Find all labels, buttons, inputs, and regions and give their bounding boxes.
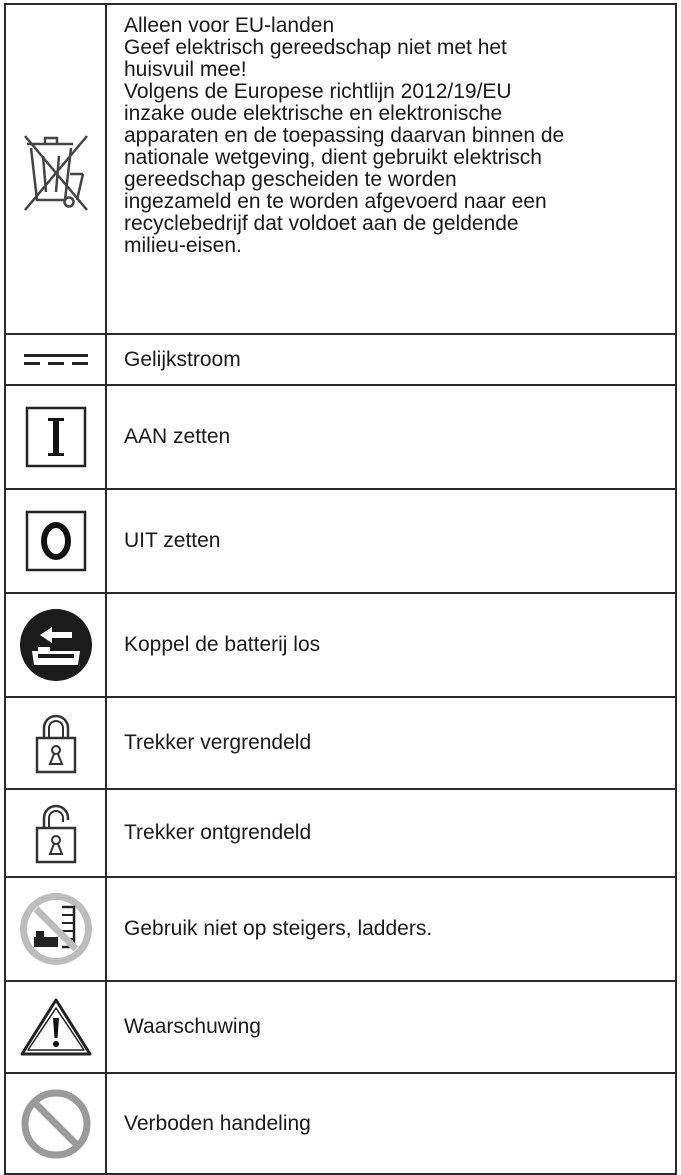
row-label: Gelijkstroom <box>106 334 676 385</box>
row-label: Trekker ontgrendeld <box>106 789 676 877</box>
weee-text <box>106 4 676 334</box>
table-row-lock-closed <box>5 697 676 789</box>
icon-cell <box>5 1073 106 1174</box>
prohibited-icon <box>18 1086 94 1162</box>
weee-line: inzake oude elektrische en elektronische <box>124 102 503 125</box>
weee-line: Volgens de Europese richtlijn 2012/19/EU <box>124 80 512 103</box>
icon-cell <box>5 4 106 334</box>
row-label: AAN zetten <box>106 385 676 489</box>
weee-line: huisvuil mee! <box>124 58 247 81</box>
icon-cell <box>5 385 106 489</box>
table-row-prohibited <box>5 1073 676 1174</box>
weee-line: milieu-eisen. <box>124 234 242 257</box>
symbols-table <box>4 3 677 1175</box>
row-label: Gebruik niet op steigers, ladders. <box>106 877 676 981</box>
icon-cell <box>5 334 106 385</box>
row-label: Verboden handeling <box>106 1073 676 1174</box>
icon-cell <box>5 489 106 593</box>
no-scaffold-ladder-icon <box>18 891 94 967</box>
row-label: Trekker vergrendeld <box>106 697 676 789</box>
weee-line: Geef elektrisch gereedschap niet met het <box>124 36 507 59</box>
table-row-dc <box>5 334 676 385</box>
table-row-weee <box>5 4 676 334</box>
warning-triangle-icon <box>18 996 94 1058</box>
icon-cell <box>5 877 106 981</box>
lock-closed-icon <box>33 710 79 776</box>
icon-cell <box>5 697 106 789</box>
table-row-battery <box>5 593 676 697</box>
weee-line: ingezameld en te worden afgevoerd naar een <box>124 190 547 213</box>
icon-cell <box>5 789 106 877</box>
power-off-icon <box>25 510 87 572</box>
weee-line: Alleen voor EU-landen <box>124 14 335 37</box>
table-row-off <box>5 489 676 593</box>
weee-line: nationale wetgeving, dient gebruikt elektrisch <box>124 146 542 169</box>
row-label: UIT zetten <box>106 489 676 593</box>
row-label: Koppel de batterij los <box>106 593 676 697</box>
weee-line: gereedschap gescheiden te worden <box>124 168 457 191</box>
lock-open-icon <box>33 800 79 866</box>
table-row-on <box>5 385 676 489</box>
icon-cell <box>5 593 106 697</box>
weee-line: apparaten en de toepassing daarvan binnen de <box>124 124 565 147</box>
disconnect-battery-icon <box>18 607 94 683</box>
crossed-out-wheelie-bin-icon <box>13 114 99 224</box>
icon-cell <box>5 981 106 1073</box>
direct-current-icon <box>20 350 92 370</box>
row-label: Waarschuwing <box>106 981 676 1073</box>
table-row-warning <box>5 981 676 1073</box>
table-row-no-ladder <box>5 877 676 981</box>
power-on-icon <box>25 406 87 468</box>
weee-line: recyclebedrijf dat voldoet aan de geldende <box>124 212 519 235</box>
table-row-lock-open <box>5 789 676 877</box>
